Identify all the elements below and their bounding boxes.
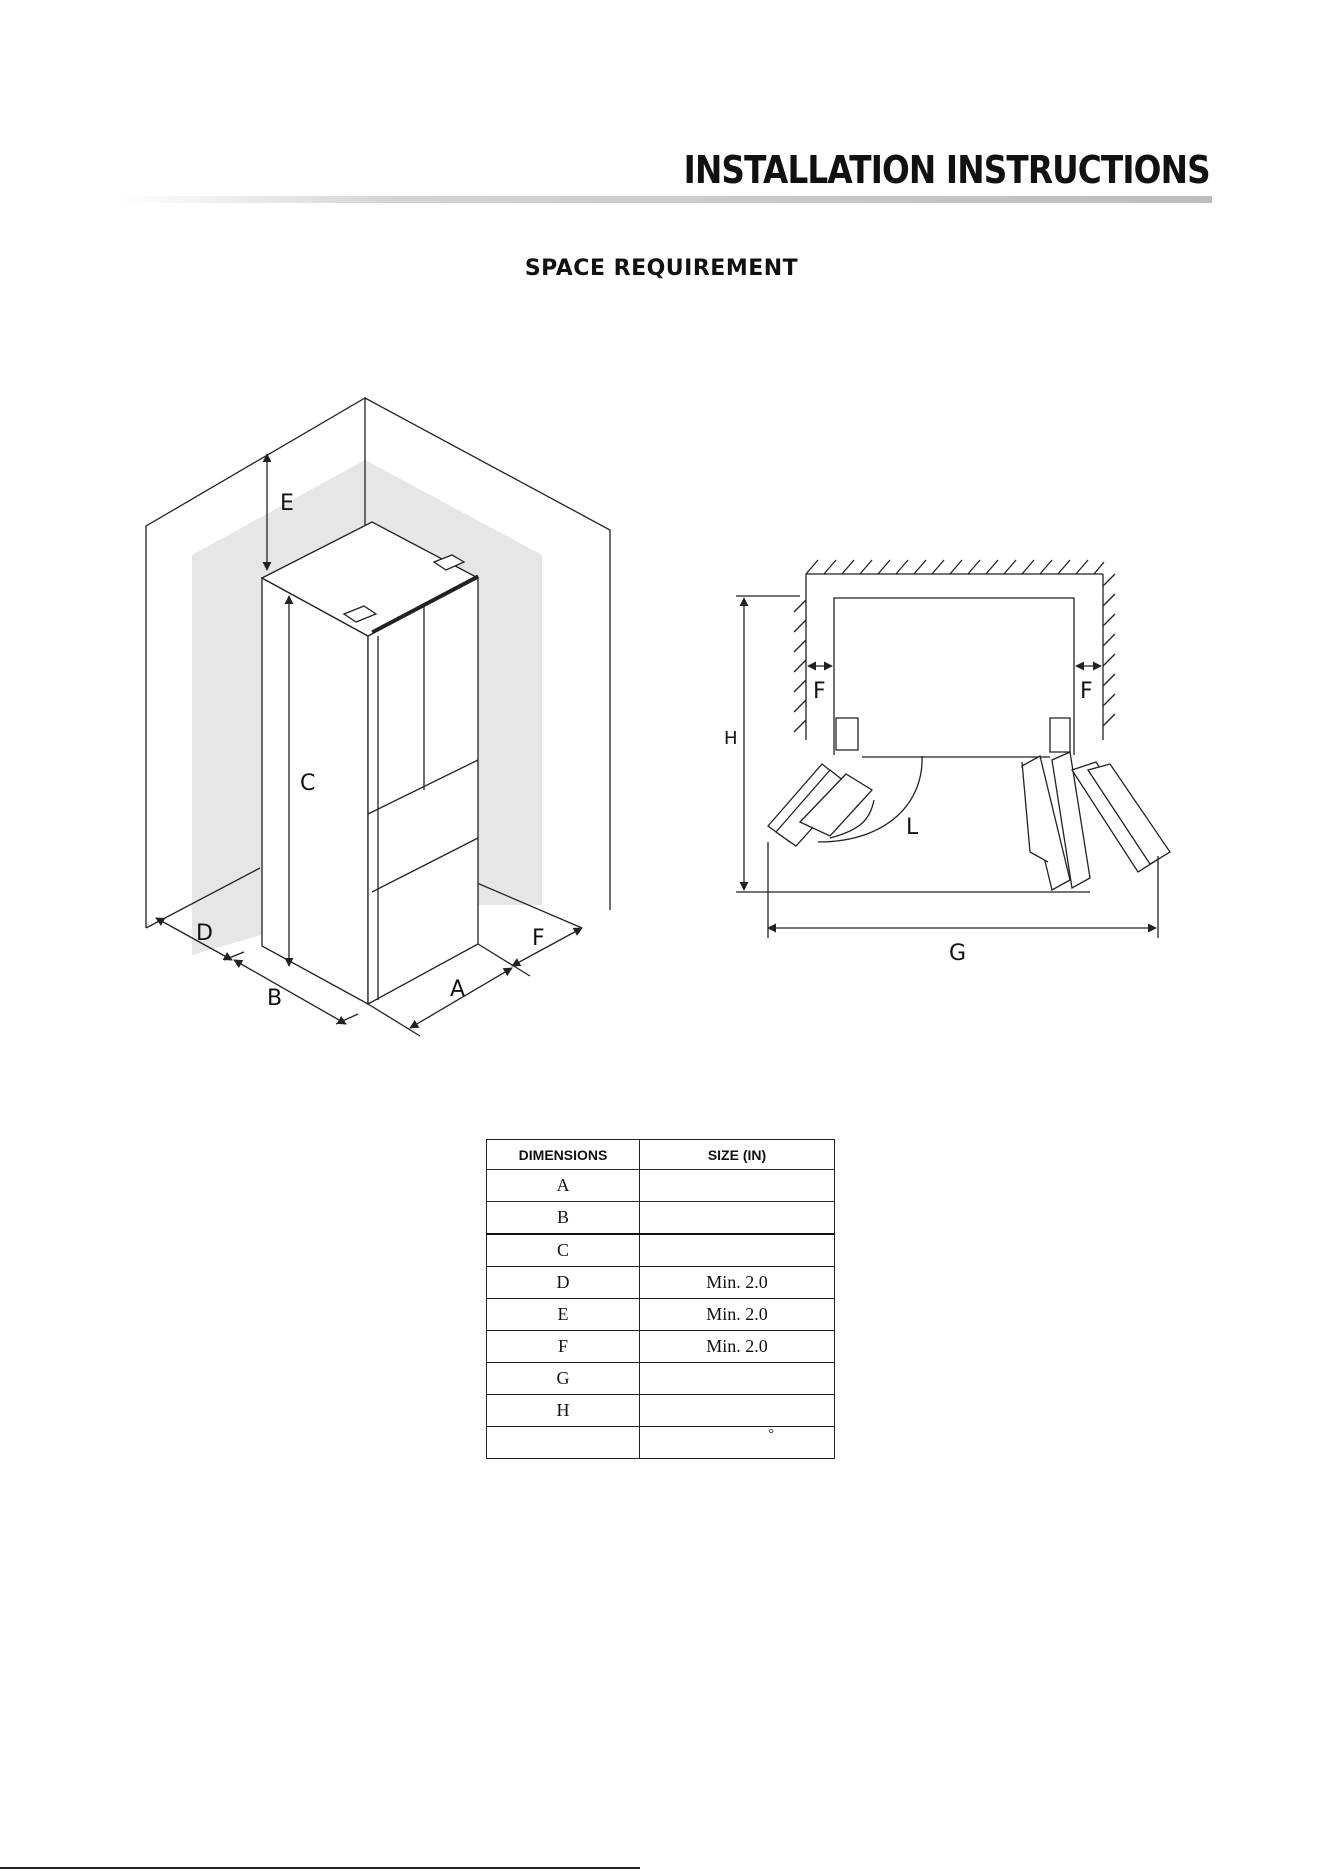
size-cell: Min. 2.0 [640, 1331, 835, 1363]
size-cell [640, 1395, 835, 1427]
label-c: C [300, 771, 316, 796]
top-view-door-clearance-diagram [736, 560, 1170, 938]
dimension-cell: G [487, 1363, 640, 1395]
dimensions-table [486, 1139, 835, 1459]
table-row [487, 1331, 835, 1363]
column-header-size: SIZE (IN) [640, 1140, 835, 1170]
dimension-cell: F [487, 1331, 640, 1363]
size-cell [640, 1170, 835, 1202]
label-d: D [196, 921, 213, 946]
size-cell [640, 1363, 835, 1395]
table-row [487, 1170, 835, 1202]
table-row [487, 1363, 835, 1395]
table-row [487, 1202, 835, 1235]
table-row [487, 1395, 835, 1427]
table-row [487, 1234, 835, 1267]
table-row [487, 1427, 835, 1459]
size-cell: Min. 2.0 [640, 1267, 835, 1299]
dimension-cell: B [487, 1202, 640, 1235]
dimension-cell: D [487, 1267, 640, 1299]
table-header-row [487, 1140, 835, 1170]
label-h: H [724, 728, 738, 749]
size-cell: Min. 2.0 [640, 1299, 835, 1331]
size-cell: ° [640, 1427, 835, 1459]
label-f-right: F [1080, 679, 1093, 704]
wall-hatching-top [806, 560, 1104, 574]
size-cell [640, 1202, 835, 1235]
label-f: F [532, 926, 545, 951]
label-b: B [267, 986, 283, 1011]
dimension-cell: C [487, 1234, 640, 1267]
dimension-cell: A [487, 1170, 640, 1202]
label-a: A [450, 977, 466, 1002]
column-header-dimensions: DIMENSIONS [487, 1140, 640, 1170]
footer-rule [0, 1867, 640, 1869]
wall-hatching-left [794, 600, 806, 732]
label-f-left: F [813, 679, 826, 704]
wall-hatching-right [1103, 574, 1115, 726]
page-header-title: INSTALLATION INSTRUCTIONS [683, 148, 1210, 192]
size-cell [640, 1234, 835, 1267]
fridge-front [368, 578, 478, 1004]
dimension-cell [487, 1427, 640, 1459]
dimension-cell: E [487, 1299, 640, 1331]
table-row [487, 1299, 835, 1331]
section-title: SPACE REQUIREMENT [524, 256, 799, 281]
left-door-open [768, 718, 874, 846]
label-g: G [949, 941, 967, 966]
table-row [487, 1267, 835, 1299]
label-e: E [280, 491, 294, 516]
dimension-cell: H [487, 1395, 640, 1427]
right-door-open [1022, 718, 1170, 890]
label-l: L [906, 815, 919, 840]
fridge-top-view [834, 598, 1074, 755]
